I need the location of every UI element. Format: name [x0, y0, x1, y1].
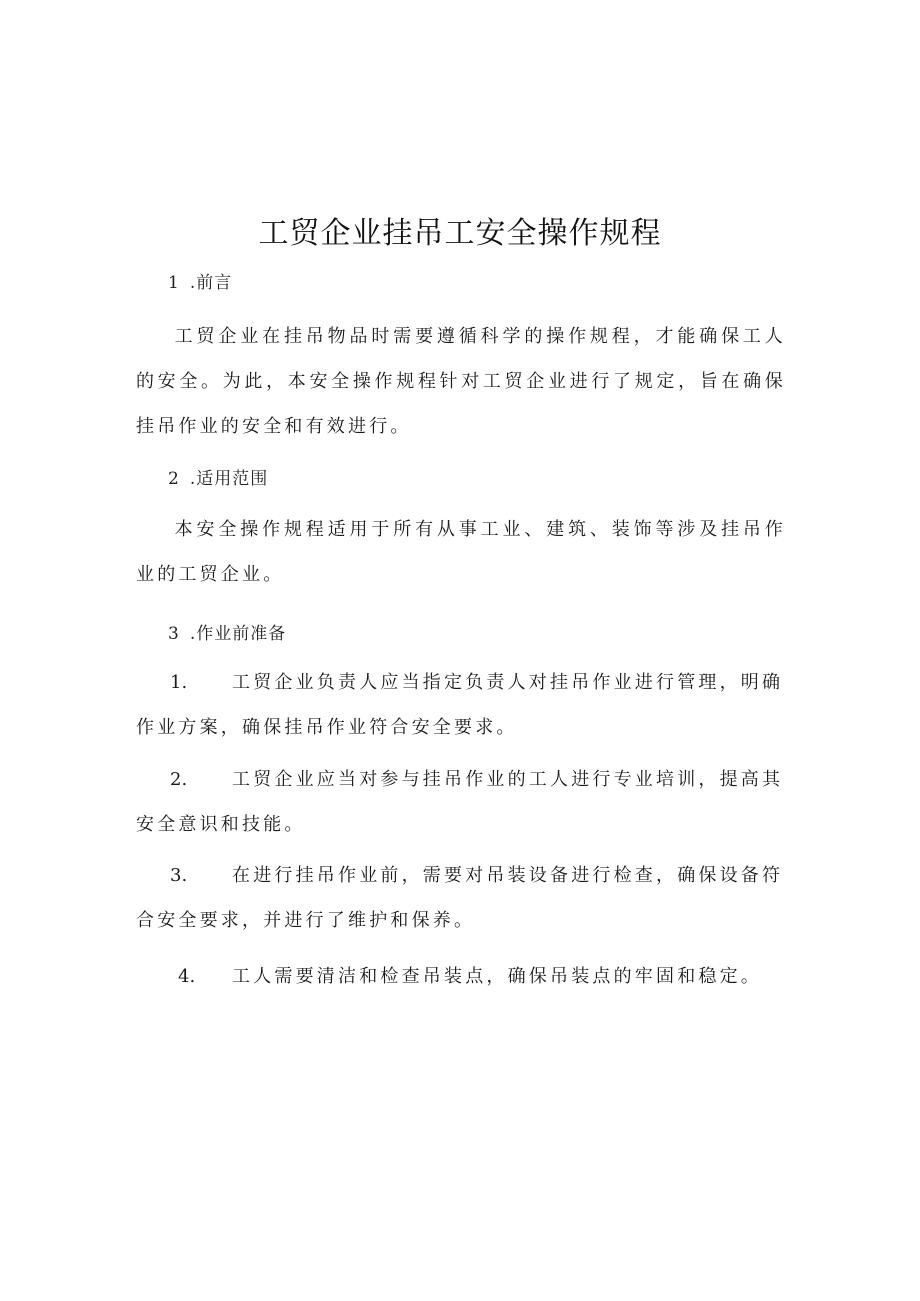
section-heading-text: .前言: [189, 273, 233, 293]
section-heading-2: [168, 464, 268, 489]
section-number: 2: [168, 469, 180, 489]
section-number: 3: [168, 624, 180, 644]
list-item-text: 工贸企业应当对参与挂吊作业的工人进行专业培训，提高其安全意识和技能。: [136, 769, 784, 835]
section-paragraph-2: [136, 507, 786, 597]
list-item-number: 1.: [170, 672, 188, 693]
section-heading-1: [168, 268, 232, 293]
list-item-text: 工贸企业负责人应当指定负责人对挂吊作业进行管理，明确作业方案，确保挂吊作业符合安全要求。: [136, 672, 784, 738]
document-title: 工贸企业挂吊工安全操作规程: [258, 216, 662, 251]
section-heading-3: [168, 619, 286, 644]
list-item: [136, 954, 786, 999]
list-item-text: 工人需要清洁和检查吊装点，确保吊装点的牢固和稳定。: [232, 966, 762, 987]
section-paragraph-1: [136, 314, 786, 449]
section-number: 1: [168, 273, 180, 293]
list-item: [136, 757, 786, 847]
paragraph-text: 本安全操作规程适用于所有从事工业、建筑、装饰等涉及挂吊作业的工贸企业。: [136, 519, 786, 585]
section-heading-text: .作业前准备: [189, 624, 287, 644]
list-item-number: 3.: [170, 865, 188, 886]
list-item: [136, 853, 786, 943]
paragraph-text: 工贸企业在挂吊物品时需要遵循科学的操作规程，才能确保工人的安全。为此，本安全操作规程针对工贸企业进行了规定，旨在确保挂吊作业的安全和有效进行。: [136, 326, 786, 437]
list-item-text: 在进行挂吊作业前，需要对吊装设备进行检查，确保设备符合安全要求，并进行了维护和保养。: [136, 865, 784, 931]
section-heading-text: .适用范围: [189, 469, 269, 489]
list-item-number: 4.: [178, 966, 196, 987]
list-item: [136, 660, 786, 750]
list-item-number: 2.: [170, 769, 188, 790]
